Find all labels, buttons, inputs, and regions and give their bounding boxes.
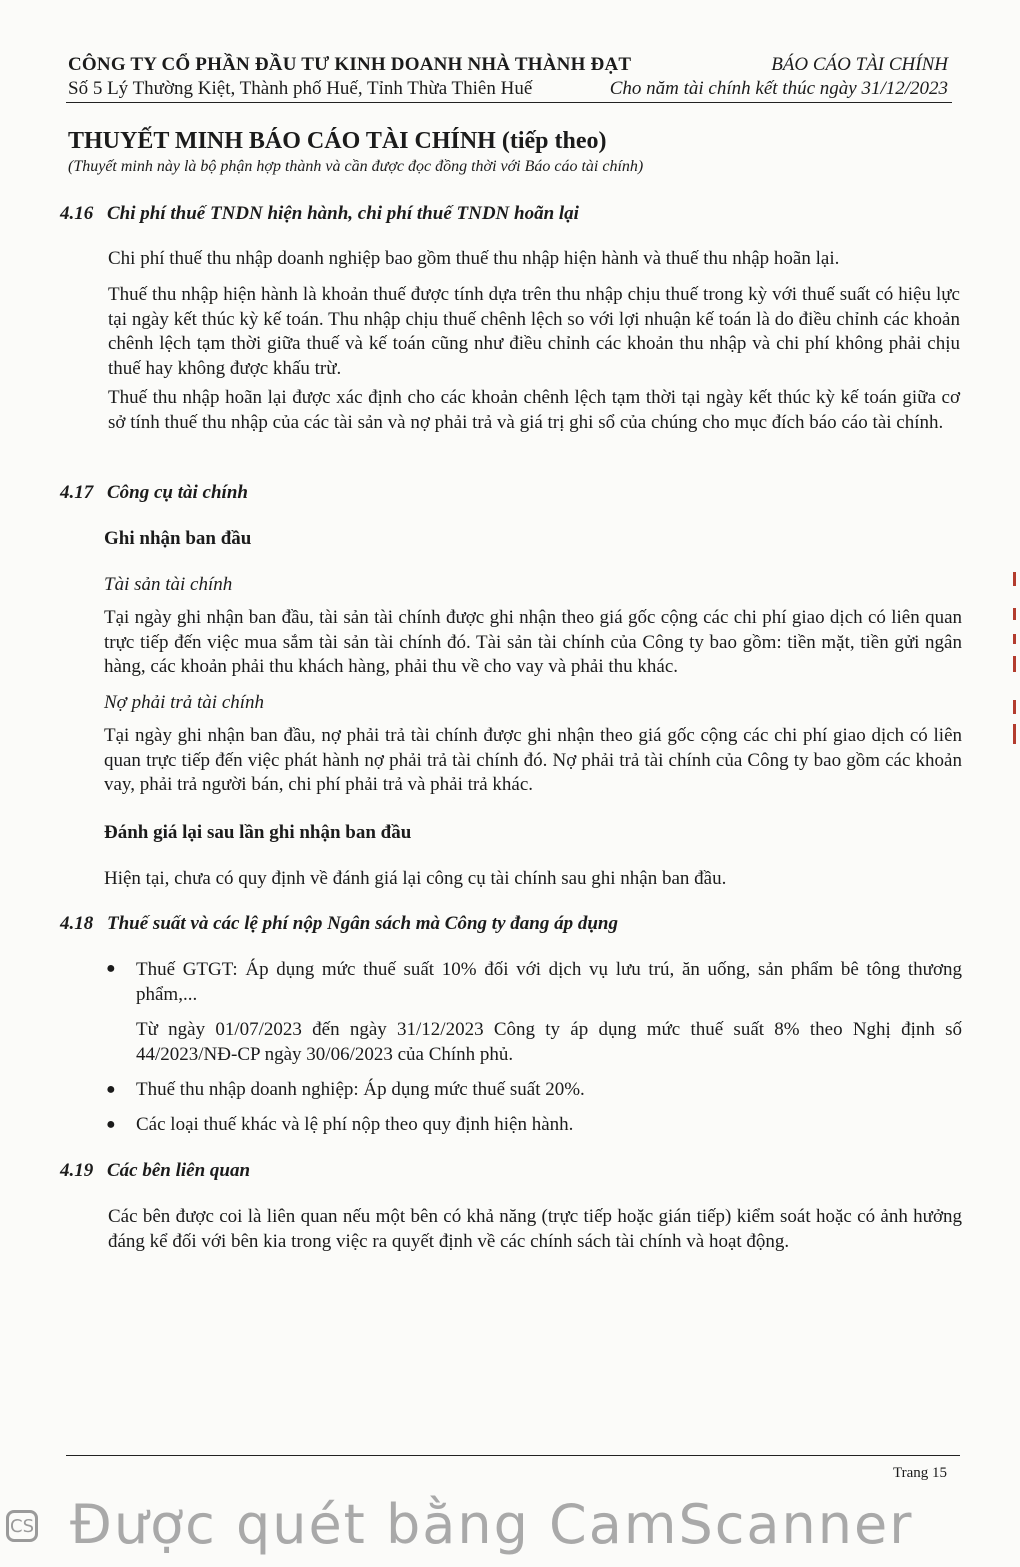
section-heading-4-19 xyxy=(60,1160,250,1182)
section-heading-4-17 xyxy=(60,482,248,504)
page-number: Trang 15 xyxy=(893,1465,948,1481)
paragraph: Tại ngày ghi nhận ban đầu, nợ phải trả tài chính được ghi nhận theo giá gốc cộng các chi phí giao dịch có liên quan trực tiếp đến việc phát hành nợ phải trả tài chính đó. Nợ phải trả tài chính của Công ty bao gồm các khoản vay, phải trả người bán, chi phí phải trả và phải trả khác. xyxy=(104,725,962,795)
bullet-continuation: Từ ngày 01/07/2023 đến ngày 31/12/2023 Công ty áp dụng mức thuế suất 8% theo Nghị định số 44/2023/NĐ-CP ngày 30/06/2023 của Chính phủ. xyxy=(136,1019,962,1065)
subheading: Ghi nhận ban đầu xyxy=(104,528,252,549)
paragraph: Hiện tại, chưa có quy định về đánh giá lại công cụ tài chính sau ghi nhận ban đầu. xyxy=(104,868,727,889)
page-title: THUYẾT MINH BÁO CÁO TÀI CHÍNH (tiếp theo) xyxy=(68,128,607,154)
section-heading-4-16 xyxy=(60,203,579,225)
bullet-icon: ● xyxy=(106,1116,116,1133)
margin-mark xyxy=(1013,724,1016,744)
margin-mark xyxy=(1013,572,1016,586)
margin-mark xyxy=(1013,656,1016,672)
bullet-text: Các loại thuế khác và lệ phí nộp theo quy định hiện hành. xyxy=(136,1114,574,1135)
report-period: Cho năm tài chính kết thúc ngày 31/12/2023 xyxy=(609,78,948,99)
margin-mark xyxy=(1013,608,1016,620)
company-address: Số 5 Lý Thường Kiệt, Thành phố Huế, Tỉnh Thừa Thiên Huế xyxy=(68,78,533,99)
paragraph: Chi phí thuế thu nhập doanh nghiệp bao gồm thuế thu nhập hiện hành và thuế thu nhập hoãn lại. xyxy=(108,248,840,269)
subheading-italic: Tài sản tài chính xyxy=(104,574,233,595)
margin-mark xyxy=(1013,700,1016,714)
bullet-text: Thuế thu nhập doanh nghiệp: Áp dụng mức thuế suất 20%. xyxy=(136,1079,585,1100)
section-title: Các bên liên quan xyxy=(107,1160,251,1181)
paragraph: Các bên được coi là liên quan nếu một bên có khả năng (trực tiếp hoặc gián tiếp) kiểm soát hoặc có ảnh hưởng đáng kể đối với bên kia trong việc ra quyết định về các chính sách tài chính và hoạt động. xyxy=(108,1206,962,1252)
section-heading-4-18 xyxy=(60,913,618,935)
paragraph: Thuế thu nhập hoãn lại được xác định cho các khoản chênh lệch tạm thời tại ngày kết thúc kỳ kế toán giữa cơ sở tính thuế thu nhập của các tài sản và nợ phải trả và giá trị ghi sổ của chúng cho mục đích báo cáo tài chính. xyxy=(108,387,960,433)
section-number: 4.16 xyxy=(60,203,94,224)
camscanner-logo: CS xyxy=(6,1510,38,1542)
company-name: CÔNG TY CỔ PHẦN ĐẦU TƯ KINH DOANH NHÀ THÀNH ĐẠT xyxy=(68,54,632,75)
scan-watermark: Được quét bằng CamScanner xyxy=(70,1493,914,1556)
paragraph: Tại ngày ghi nhận ban đầu, tài sản tài chính được ghi nhận theo giá gốc cộng các chi phí giao dịch có liên quan trực tiếp đến việc mua sắm tài sản tài chính đó. Tài sản tài chính của Công ty bao gồm: tiền mặt, tiền gửi ngân hàng, các khoản phải thu khách hàng, phải thu về cho vay và phải thu khác. xyxy=(104,607,962,677)
subheading: Đánh giá lại sau lần ghi nhận ban đầu xyxy=(104,822,412,843)
section-title: Công cụ tài chính xyxy=(107,482,248,503)
section-title: Chi phí thuế TNDN hiện hành, chi phí thuế TNDN hoãn lại xyxy=(107,203,579,224)
bullet-icon: ● xyxy=(106,960,116,977)
paragraph: Thuế thu nhập hiện hành là khoản thuế được tính dựa trên thu nhập chịu thuế trong kỳ với thuế suất có hiệu lực tại ngày kết thúc kỳ kế toán. Thu nhập chịu thuế chênh lệch so với lợi nhuận kế toán là do điều chỉnh các khoản chênh lệch tạm thời giữa thuế và kế toán cũng như điều chỉnh các khoản thu nhập và chi phí không phải chịu thuế hay không được khấu trừ. xyxy=(108,284,960,379)
section-number: 4.17 xyxy=(60,482,94,503)
bullet-icon: ● xyxy=(106,1081,116,1098)
margin-mark xyxy=(1013,634,1016,644)
footer-rule xyxy=(66,1455,960,1456)
section-title: Thuế suất và các lệ phí nộp Ngân sách mà Công ty đang áp dụng xyxy=(107,913,618,934)
report-type: BÁO CÁO TÀI CHÍNH xyxy=(771,54,948,75)
header-rule xyxy=(66,102,952,103)
page-subtitle: (Thuyết minh này là bộ phận hợp thành và cần được đọc đồng thời với Báo cáo tài chính) xyxy=(68,158,644,175)
section-number: 4.19 xyxy=(60,1160,94,1181)
section-number: 4.18 xyxy=(60,913,94,934)
subheading-italic: Nợ phải trả tài chính xyxy=(104,692,265,713)
bullet-text: Thuế GTGT: Áp dụng mức thuế suất 10% đối với dịch vụ lưu trú, ăn uống, sản phẩm bê tông thương phẩm,... xyxy=(136,959,962,1005)
